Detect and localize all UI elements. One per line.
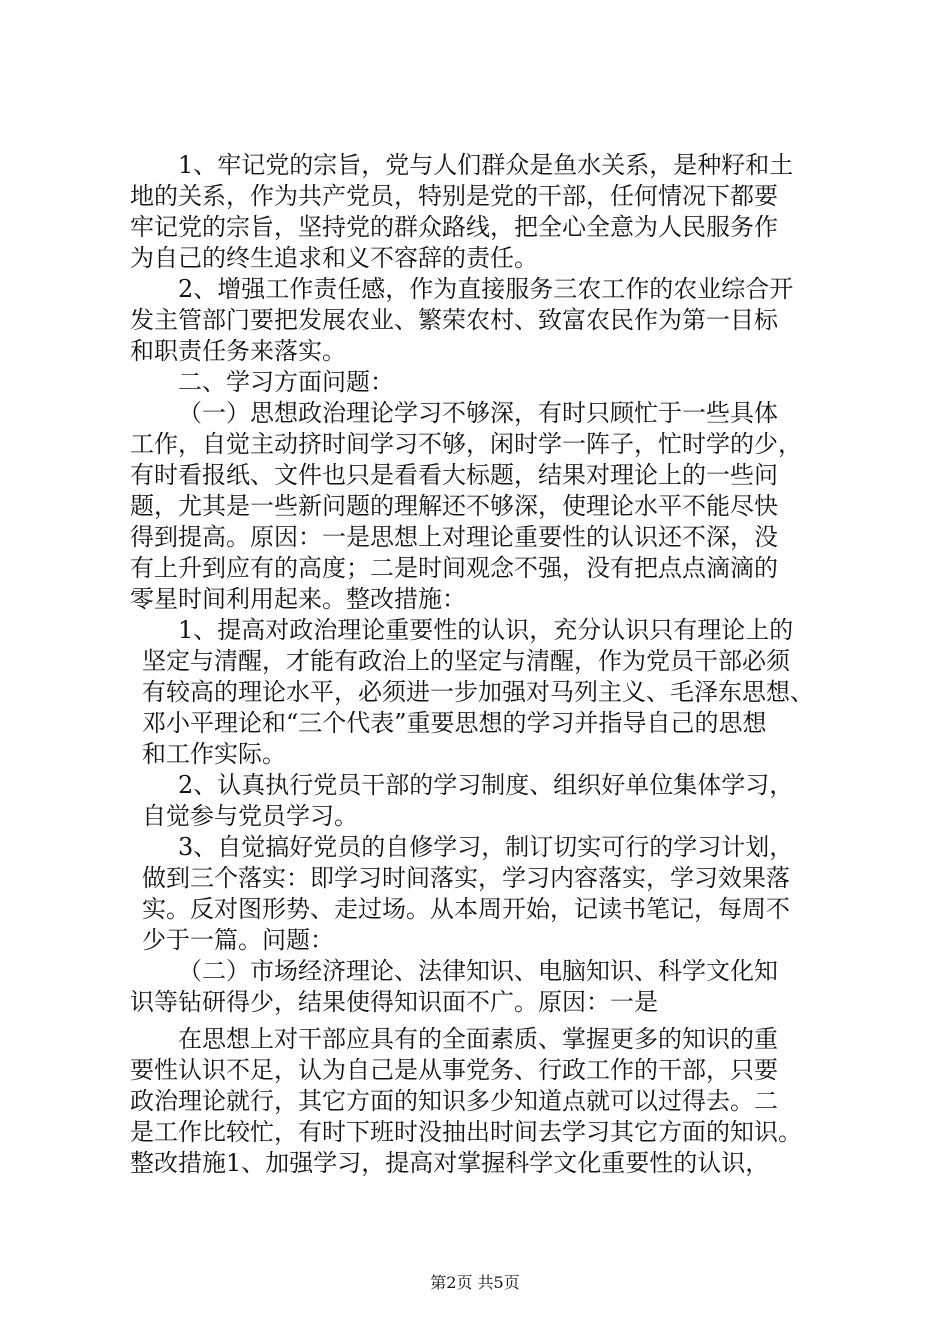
- paragraph-8: [130, 1024, 830, 1179]
- text-line: 少于一篇。问题：: [142, 926, 334, 954]
- text-line: 零星时间利用起来。整改措施：: [130, 585, 466, 613]
- text-line: 地的关系，作为共产党员，特别是党的干部，任何情况下都要: [130, 182, 778, 210]
- body-text: [130, 150, 830, 1179]
- paragraph-1: [130, 150, 830, 274]
- text-line: 和工作实际。: [142, 740, 286, 768]
- text-line: 1、提高对政治理论重要性的认识，充分认识只有理论上的: [178, 616, 794, 644]
- text-line: 二、学习方面问题：: [178, 368, 394, 396]
- text-line: 有较高的理论水平，必须进一步加强对马列主义、毛泽东思想、: [142, 678, 814, 706]
- text-line: 识等钻研得少，结果使得知识面不广。原因：一是: [130, 988, 658, 1016]
- text-line: 1、牢记党的宗旨，党与人们群众是鱼水关系，是种籽和土: [178, 151, 794, 179]
- paragraph-4: [130, 615, 830, 770]
- section-heading: [130, 367, 830, 398]
- paragraph-3: [130, 398, 830, 615]
- text-line: 得到提高。原因：一是思想上对理论重要性的认识还不深，没: [130, 523, 778, 551]
- text-line: 整改措施1、加强学习，提高对掌握科学文化重要性的认识，: [130, 1149, 770, 1177]
- text-line: 实。反对图形势、走过场。从本周开始，记读书笔记，每周不: [142, 895, 790, 923]
- text-line: 自觉参与党员学习。: [142, 802, 358, 830]
- text-line: 和职责任务来落实。: [130, 337, 346, 365]
- text-line: （一）思想政治理论学习不够深，有时只顾忙于一些具体: [178, 399, 778, 427]
- text-line: 题，尤其是一些新问题的理解还不够深，使理论水平不能尽快: [130, 492, 778, 520]
- paragraph-6: [130, 832, 830, 956]
- text-line: 政治理论就行，其它方面的知识多少知道点就可以过得去。二: [130, 1087, 778, 1115]
- text-line: 在思想上对干部应具有的全面素质、掌握更多的知识的重: [178, 1025, 778, 1053]
- text-line: 2、认真执行党员干部的学习制度、组织好单位集体学习，: [178, 771, 794, 799]
- text-line: 为自己的终生追求和义不容辞的责任。: [130, 244, 538, 272]
- text-line: 有上升到应有的高度；二是时间观念不强，没有把点点滴滴的: [130, 554, 778, 582]
- text-line: 有时看报纸、文件也只是看看大标题，结果对理论上的一些问: [130, 461, 778, 489]
- paragraph-5: [130, 770, 830, 832]
- text-line: 要性认识不足，认为自己是从事党务、行政工作的干部，只要: [130, 1056, 778, 1084]
- text-line: 2、增强工作责任感，作为直接服务三农工作的农业综合开: [178, 275, 794, 303]
- text-line: 工作，自觉主动挤时间学习不够，闲时学一阵子，忙时学的少，: [130, 430, 802, 458]
- text-line: 牢记党的宗旨，坚持党的群众路线，把全心全意为人民服务作: [130, 213, 778, 241]
- text-line: 做到三个落实：即学习时间落实，学习内容落实，学习效果落: [142, 864, 790, 892]
- paragraph-2: [130, 274, 830, 367]
- page-number: 第2页 共5页: [430, 1273, 520, 1292]
- text-line: 发主管部门要把发展农业、繁荣农村、致富农民作为第一目标: [130, 306, 778, 334]
- text-line: 邓小平理论和“三个代表”重要思想的学习并指导自己的思想: [142, 709, 767, 737]
- text-line: 3、自觉搞好党员的自修学习，制订切实可行的学习计划，: [178, 833, 794, 861]
- paragraph-7: [130, 956, 830, 1018]
- text-line: 是工作比较忙，有时下班时没抽出时间去学习其它方面的知识。: [130, 1118, 802, 1146]
- text-line: 坚定与清醒，才能有政治上的坚定与清醒，作为党员干部必须: [142, 647, 790, 675]
- text-line: （二）市场经济理论、法律知识、电脑知识、科学文化知: [178, 957, 778, 985]
